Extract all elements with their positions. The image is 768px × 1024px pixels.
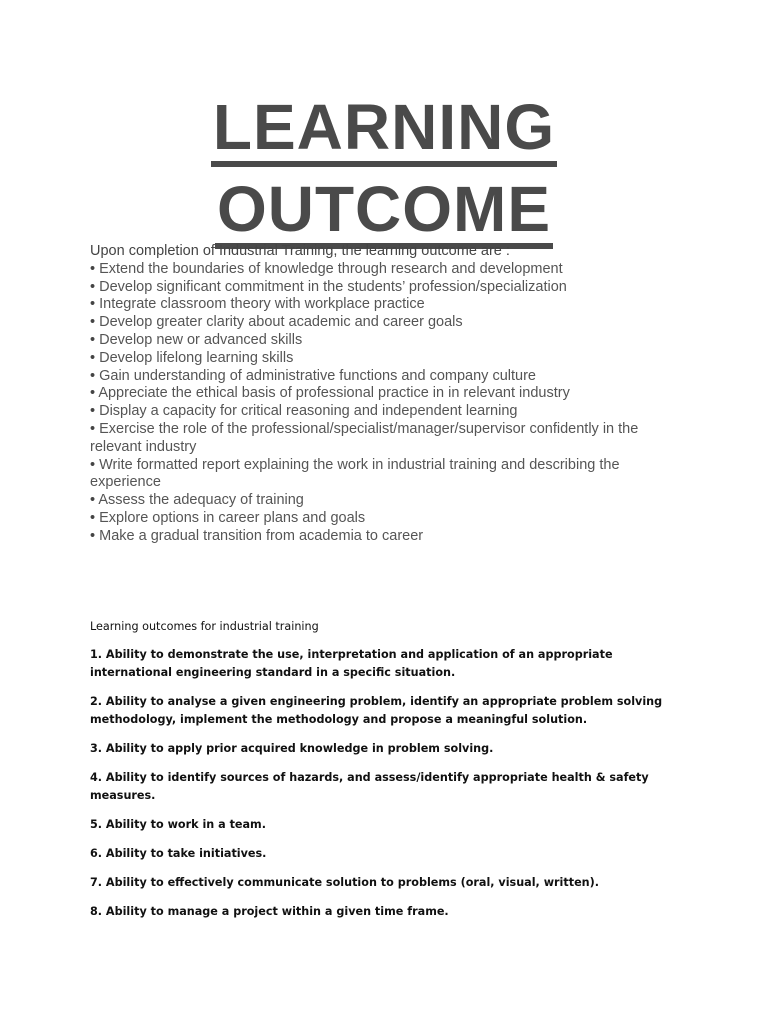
outcome-item: 3. Ability to apply prior acquired knowledge in problem solving. (90, 742, 494, 755)
bullet-item: • Integrate classroom theory with workplace practice (90, 296, 425, 313)
bullet-item: • Develop lifelong learning skills (90, 349, 294, 366)
outcome-item: 6. Ability to take initiatives. (90, 847, 267, 860)
bullet-item: • Make a gradual transition from academia to career (90, 527, 424, 544)
bullet-item: • Exercise the role of the professional/specialist/manager/supervisor confidently in the relevant industry (90, 420, 639, 455)
bullet-item: • Explore options in career plans and goals (90, 509, 366, 526)
bullet-item: • Develop significant commitment in the students’ profession/specialization (90, 278, 567, 295)
bullet-item: • Assess the adequacy of training (90, 492, 304, 509)
bullet-item: • Develop greater clarity about academic and career goals (90, 314, 463, 331)
section-heading: Learning outcomes for industrial training (90, 620, 319, 633)
outcome-item: 4. Ability to identify sources of hazards, and assess/identify appropriate health & safety measures. (90, 771, 649, 802)
bullet-item: • Extend the boundaries of knowledge through research and development (90, 260, 563, 277)
bullet-item: • Gain understanding of administrative functions and company culture (90, 367, 536, 384)
title-block (0, 93, 768, 249)
bullet-item: • Display a capacity for critical reasoning and independent learning (90, 403, 518, 420)
title-line-2: OUTCOME (215, 175, 553, 249)
bullet-item: • Write formatted report explaining the work in industrial training and describing the experience (90, 456, 620, 491)
title-line-1: LEARNING (211, 93, 557, 167)
outcome-item: 7. Ability to effectively communicate solution to problems (oral, visual, written). (90, 876, 600, 889)
intro-text: Upon completion of Industrial Training, the learning outcome are : (90, 243, 510, 259)
general-outcomes-section (90, 243, 680, 546)
bullet-item: • Appreciate the ethical basis of professional practice in in relevant industry (90, 385, 570, 402)
outcome-item: 5. Ability to work in a team. (90, 818, 266, 831)
bullet-item: • Develop new or advanced skills (90, 331, 303, 348)
outcome-item: 1. Ability to demonstrate the use, interpretation and application of an appropriate international engineering standard in a specific situation. (90, 648, 613, 679)
industrial-training-outcomes-section (90, 618, 690, 932)
outcome-item: 8. Ability to manage a project within a given time frame. (90, 905, 449, 918)
outcome-item: 2. Ability to analyse a given engineering problem, identify an appropriate problem solving methodology, implement the methodology and propose a meaningful solution. (90, 695, 663, 726)
